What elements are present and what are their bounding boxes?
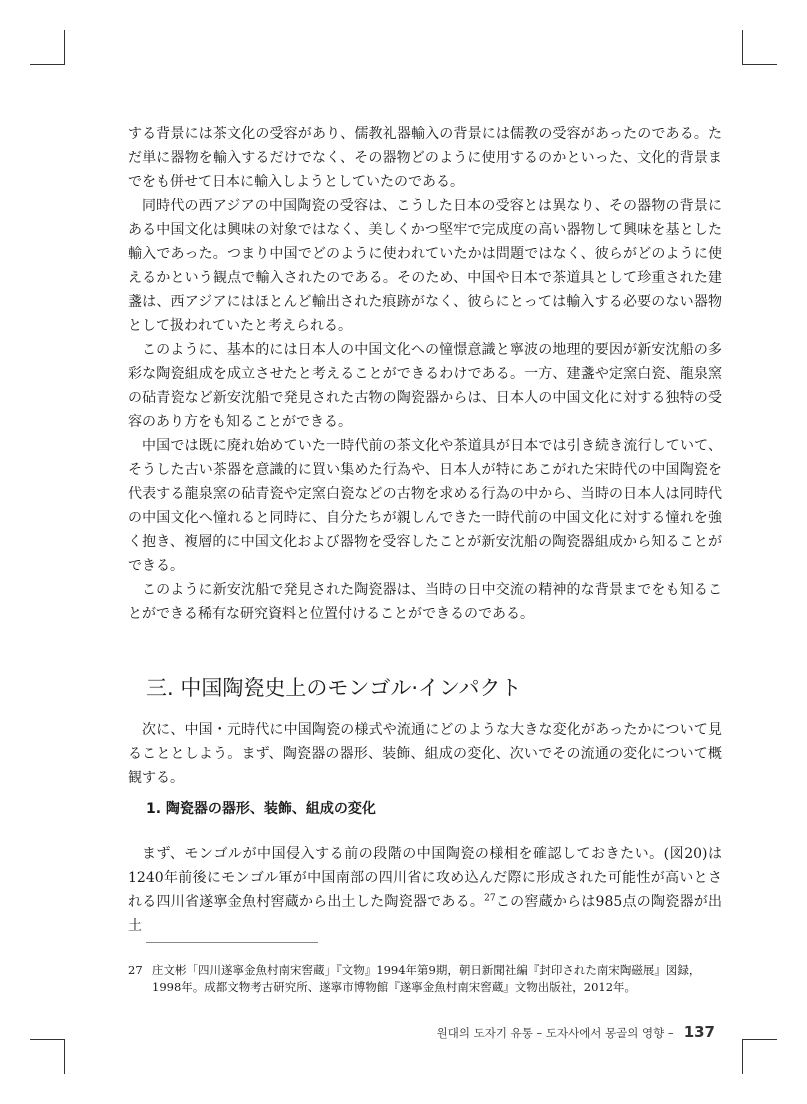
crop-mark-top-left bbox=[30, 30, 65, 65]
crop-mark-bottom-left bbox=[30, 1039, 65, 1074]
section-intro bbox=[128, 718, 722, 790]
crop-mark-top-right bbox=[742, 30, 777, 65]
paragraph: 中国では既に廃れ始めていた一時代前の茶文化や茶道具が日本では引き続き流行していて、そうした古い茶器を意識的に買い集めた行為や、日本人が特にあこがれた宋時代の中国陶瓷を代表する龍泉窯の砧青瓷や定窯白瓷などの古物を求める行為の中から、当時の日本人は同時代の中国文化へ憧れると同時に、自分たちが親しんできた一時代前の中国文化に対する憧れを強く抱き、複層的に中国文化および器物を受容したことが新安沈船の陶瓷器組成から知ることができる。 bbox=[128, 438, 722, 574]
paragraph bbox=[128, 842, 722, 938]
paragraph: このように新安沈船で発見された陶瓷器は、当時の日中交流の精神的な背景までをも知ることができる稀有な研究資料と位置付けることができるのである。 bbox=[128, 582, 722, 622]
running-footer bbox=[437, 1023, 715, 1041]
page-number: 137 bbox=[683, 1023, 715, 1041]
paragraph: する背景には茶文化の受容があり、儒教礼器輸入の背景には儒教の受容があったのである。ただ単に器物を輸入するだけでなく、その器物どのように使用するのかといった、文化的背景までをも併せて日本に輸入しようとしていたのである。 bbox=[128, 126, 722, 190]
paragraph: このように、基本的には日本人の中国文化への憧憬意識と寧波の地理的要因が新安沈船の多彩な陶瓷組成を成立させたと考えることができるわけである。一方、建盞や定窯白瓷、龍泉窯の砧青瓷など新安沈船で発見された古物の陶瓷器からは、日本人の中国文化に対する独特の受容のあり方をも知ることができる。 bbox=[128, 342, 722, 430]
subsection-heading: 1. 陶瓷器の器形、装飾、組成の変化 bbox=[146, 801, 376, 817]
footnote-text: 庄文彬「四川遂寧金魚村南宋窖蔵」『文物』1994年第9期，朝日新聞社編『封印された南宋陶磁展』図録，1998年。成都文物考古研究所、遂寧市博物館『遂寧金魚村南宋窖蔵』文物出版社，2012年。 bbox=[152, 963, 701, 994]
footnote-number: 27 bbox=[128, 963, 143, 977]
footnote bbox=[128, 962, 722, 996]
paragraph-text: この窖蔵からは985点の陶瓷器が出土 bbox=[128, 894, 722, 934]
paragraph: 次に、中国・元時代に中国陶瓷の様式や流通にどのような大きな変化があったかについて見ることとしよう。まず、陶瓷器の器形、装飾、組成の変化、次いでその流通の変化について概観する。 bbox=[128, 722, 722, 786]
running-title: 원대의 도자기 유통 – 도자사에서 몽골의 영향 – bbox=[436, 1026, 674, 1040]
footnote-reference: 27 bbox=[484, 893, 496, 904]
section-heading: 三. 中国陶瓷史上のモンゴル·インパクト bbox=[146, 676, 522, 700]
body-text-block bbox=[128, 122, 722, 626]
paragraph: 同時代の西アジアの中国陶瓷の受容は、こうした日本の受容とは異なり、その器物の背景にある中国文化は興味の対象ではなく、美しくかつ堅牢で完成度の高い器物して興味を基とした輸入であった。つまり中国でどのように使われていたかは問題ではなく、彼らがどのように使えるかという観点で輸入されたのである。そのため、中国や日本で茶道具として珍重された建盞は、西アジアにはほとんど輸出された痕跡がなく、彼らにとっては輸入する必要のない器物として扱われていたと考えられる。 bbox=[128, 198, 723, 334]
subsection-body bbox=[128, 842, 722, 938]
paragraph-text: まず、モンゴルが中国侵入する前の段階の中国陶瓷の様相を確認しておきたい。(図20)は1240年前後にモンゴル軍が中国南部の四川省に攻め込んだ際に形成された可能性が高いとされる四川省遂寧金魚村窖蔵から出土した陶瓷器である。 bbox=[128, 846, 722, 910]
crop-mark-bottom-right bbox=[742, 1039, 777, 1074]
footnote-divider bbox=[146, 942, 318, 943]
